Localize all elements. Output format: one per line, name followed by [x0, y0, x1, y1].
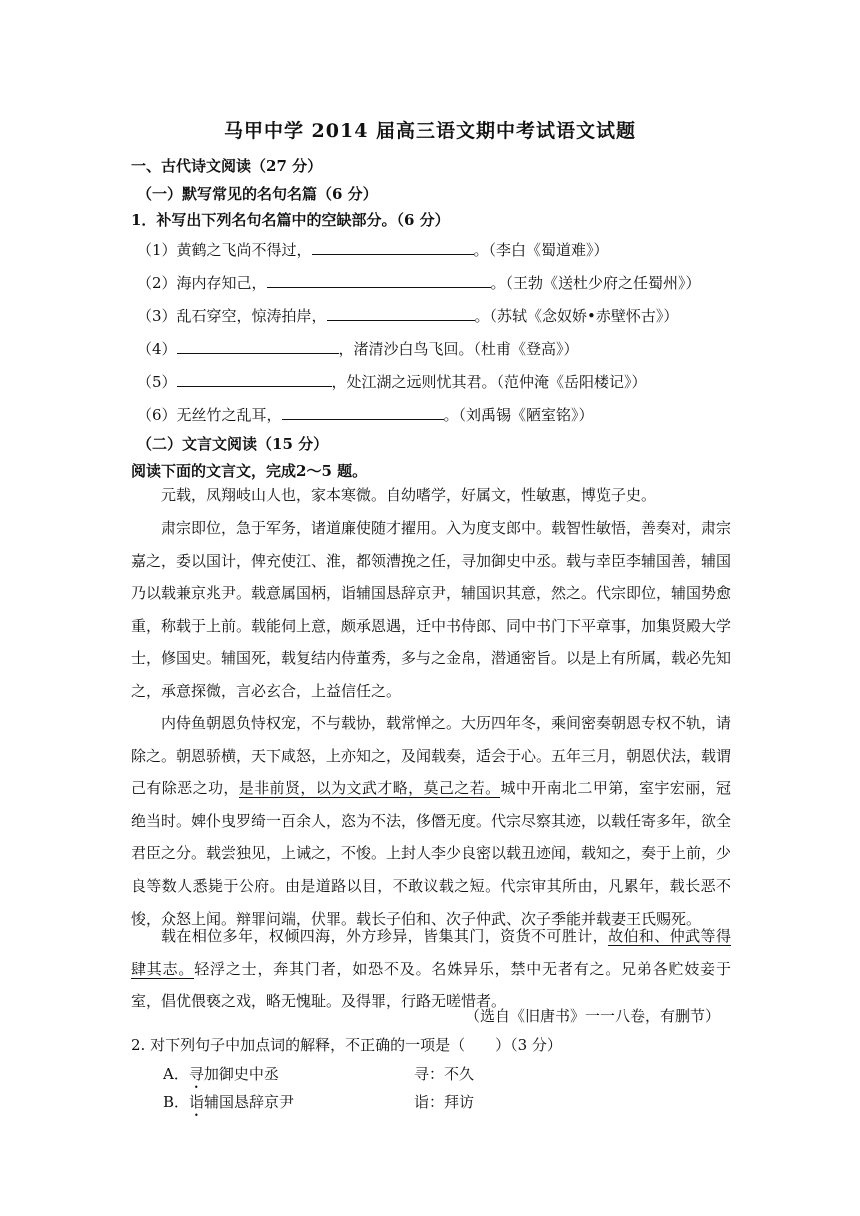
option-a[interactable]: A．寻加御史中丞: [163, 1065, 279, 1083]
blank-line[interactable]: [267, 273, 491, 288]
passage-source: （选自《旧唐书》一一八卷，有删节）: [464, 1007, 720, 1025]
fill-item-6: （6）无丝竹之乱耳， 。（刘禹锡《陋室铭》）: [137, 406, 594, 424]
passage-paragraph-1: 元载，凤翔岐山人也，家本寒微。自幼嗜学，好属文，性敏惠，博览子史。: [161, 486, 657, 504]
dotted-word: 诣: [189, 1093, 205, 1111]
underlined-sentence: 故伯和、仲武等得肆其志。: [131, 927, 731, 978]
part2-heading: （二）文言文阅读（15 分）: [137, 435, 329, 453]
option-b-explanation: 诣：拜访: [414, 1093, 475, 1111]
passage-paragraph-2: 肃宗即位，急于军务，诸道廉使随才擢用。入为度支郎中。载智性敏悟，善奏对，肃宗嘉之，委以国计，俾充使江、淮，都领漕挽之任，寻加御史中丞。载与幸臣李辅国善，辅国乃以载兼京兆尹。载意属国柄，诣辅国恳辞京尹，辅国识其意，然之。代宗即位，辅国势愈重，称载于上前。载能伺上意，颇承恩遇，迁中书侍郎、同中书门下平章事，加集贤殿大学士，修国史。辅国死，载复结内侍董秀，多与之金帛，潜通密旨。以是上有所属，载必先知之，承意探微，言必玄合，上益信任之。: [131, 519, 732, 700]
passage-paragraph-4: 载在相位多年，权倾四海，外方珍异，皆集其门，资货不可胜计，故伯和、仲武等得肆其志。轻浮之士，奔其门者，如恐不及。名姝异乐，禁中无者有之。兄弟各贮妓妾于室，倡优偎亵之戏，略无愧耻。及得罪，行路无嗟惜者。: [131, 927, 731, 1011]
fill-item-2: （2）海内存知己， 。（王勃《送杜少府之任蜀州》）: [137, 274, 701, 292]
page-title: 马甲中学 2014 届高三语文期中考试语文试题: [223, 120, 637, 142]
fill-item-4: （4） ，渚清沙白鸟飞回。（杜甫《登高》）: [137, 340, 579, 358]
blank-line[interactable]: [177, 339, 339, 354]
question-2: 2. 对下列句子中加点词的解释，不正确的一项是（ ）（3 分）: [131, 1036, 562, 1054]
option-a-explanation: 寻：不久: [414, 1065, 475, 1083]
part1-heading: （一）默写常见的名句名篇（6 分）: [137, 185, 378, 203]
dotted-word: 寻: [188, 1065, 204, 1083]
passage-paragraph-3: 内侍鱼朝恩负恃权宠，不与载协，载常惮之。大历四年冬，乘间密奏朝恩专权不轨，请除之。朝恩骄横，天下咸怒，上亦知之，及闻载奏，适会于心。五年三月，朝恩伏法，载谓己有除恶之功，是非前贤，以为文武才略，莫己之若。城中开南北二甲第，室宇宏丽，冠绝当时。婢仆曳罗绮一百余人，恣为不法，侈僭无度。代宗尽察其迹，以载任寄多年，欲全君臣之分。载尝独见，上诫之，不悛。上封人李少良密以载丑迹闻，载知之，奏于上前，少良等数人悉毙于公府。由是道路以目，不敢议载之短。代宗审其所由，凡累年，载长恶不悛，众怒上闻。辩罪问端，伏罪。载长子伯和、次子仲武、次子季能并载妻王氏赐死。: [131, 714, 732, 928]
blank-line[interactable]: [177, 372, 332, 387]
reading-instruction: 阅读下面的文言文，完成2～5 题。: [131, 462, 368, 480]
fill-item-5: （5） ，处江湖之远则忧其君。（范仲淹《岳阳楼记》）: [137, 373, 647, 391]
section-heading: 一、古代诗文阅读（27 分）: [131, 157, 323, 175]
blank-line[interactable]: [282, 405, 444, 420]
blank-line[interactable]: [327, 306, 475, 321]
question-1: 1．补写出下列名句名篇中的空缺部分。（6 分）: [131, 211, 450, 229]
fill-item-1: （1）黄鹤之飞尚不得过， 。（李白《蜀道难》）: [137, 241, 609, 259]
option-b[interactable]: B．诣辅国恳辞京尹: [163, 1093, 295, 1111]
underlined-sentence: 是非前贤，以为文武才略，莫己之若。: [238, 779, 501, 798]
blank-line[interactable]: [312, 240, 474, 255]
fill-item-3: （3）乱石穿空，惊涛拍岸， 。（苏轼《念奴娇•赤壁怀古》）: [137, 307, 679, 325]
